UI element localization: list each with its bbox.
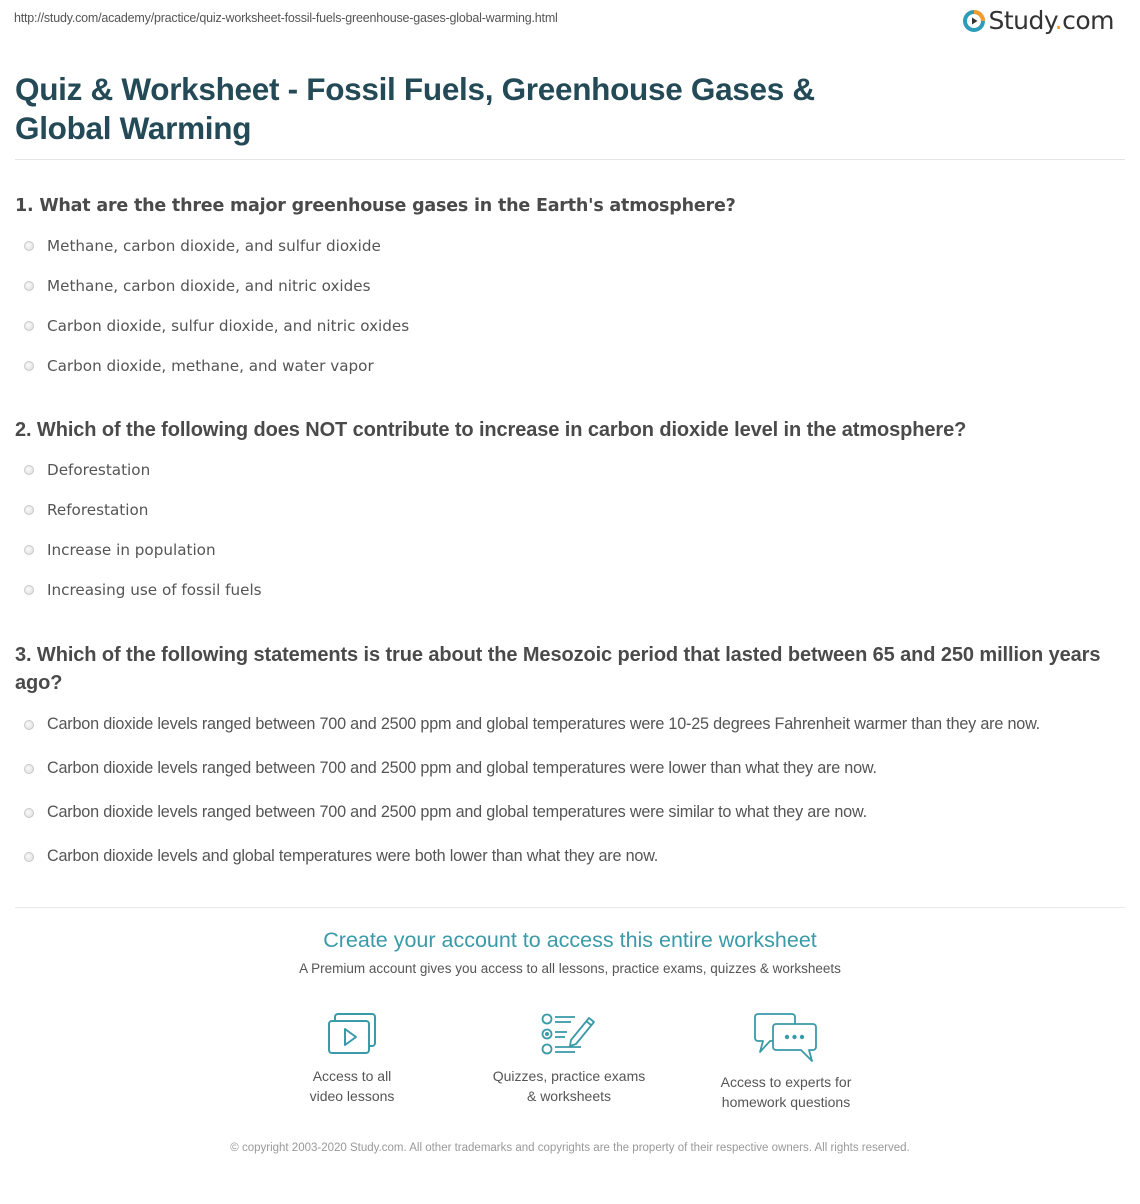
q2-option-1[interactable] [24,461,150,479]
radio-button[interactable] [24,465,34,475]
question-3: 3. Which of the following statements is true about the Mesozoic period that lasted between 65 and 250 million years ago? [15,644,1101,694]
radio-button[interactable] [24,585,34,595]
q3-option-3[interactable] [24,803,867,822]
q1-option-1[interactable] [24,237,381,255]
play-ring-icon [962,9,986,33]
q3-option-4[interactable] [24,847,658,866]
copyright-notice: © copyright 2003-2020 Study.com. All other trademarks and copyrights are the property of their respective owners. All rights reserved. [230,1142,910,1154]
radio-button[interactable] [24,764,34,774]
q2-option-2[interactable] [24,501,148,519]
question-2: 2. Which of the following does NOT contribute to increase in carbon dioxide level in the atmosphere? [15,419,967,441]
q1-option-4[interactable] [24,357,374,375]
q1-option-2[interactable] [24,277,371,295]
feature-label: Quizzes, practice exams [492,1068,646,1084]
divider [15,159,1125,160]
feature-label: Access to all [312,1068,392,1084]
feature-label: homework questions [721,1094,851,1110]
q3-option-1[interactable] [24,715,1040,734]
radio-button[interactable] [24,281,34,291]
feature-label: video lessons [309,1088,395,1104]
option-label: Carbon dioxide levels ranged between 700 and 2500 ppm and global temperatures were 10-25 degrees Fahrenheit warmer than they are now. [47,715,1040,733]
radio-button[interactable] [24,720,34,730]
option-label: Carbon dioxide, methane, and water vapor [47,357,374,375]
divider [15,907,1125,908]
question-1: 1. What are the three major greenhouse gases in the Earth's atmosphere? [15,196,736,216]
feature-label: Access to experts for [720,1074,852,1090]
option-label: Increasing use of fossil fuels [47,581,262,599]
logo-text: Study.com [988,6,1114,35]
q2-option-4[interactable] [24,581,262,599]
option-label: Reforestation [47,501,149,519]
option-label: Methane, carbon dioxide, and sulfur dioxide [47,237,381,255]
quiz-checklist-icon [541,1012,597,1056]
video-lessons-icon [326,1012,378,1056]
option-label: Carbon dioxide, sulfur dioxide, and nitric oxides [47,317,410,335]
radio-button[interactable] [24,808,34,818]
option-label: Carbon dioxide levels and global temperatures were both lower than what they are now. [47,847,659,865]
chat-experts-icon [754,1012,818,1062]
feature-quizzes [469,1012,669,1106]
q1-option-3[interactable] [24,317,409,335]
radio-button[interactable] [24,241,34,251]
cta-subtitle: A Premium account gives you access to all lessons, practice exams, quizzes & worksheets [299,961,841,976]
radio-button[interactable] [24,321,34,331]
feature-video-lessons [252,1012,452,1106]
page-url: http://study.com/academy/practice/quiz-worksheet-fossil-fuels-greenhouse-gases-global-warming.html [14,11,558,25]
create-account-link[interactable]: Create your account to access this entire worksheet [323,928,817,952]
option-label: Carbon dioxide levels ranged between 700 and 2500 ppm and global temperatures were similar to what they are now. [47,803,867,821]
page-title: Quiz & Worksheet - Fossil Fuels, Greenhouse Gases & Global Warming [15,71,815,146]
q2-option-3[interactable] [24,541,216,559]
feature-experts [686,1012,886,1112]
q3-option-2[interactable] [24,759,877,778]
option-label: Increase in population [47,541,216,559]
radio-button[interactable] [24,505,34,515]
option-label: Methane, carbon dioxide, and nitric oxides [47,277,371,295]
feature-label: & worksheets [526,1088,612,1104]
radio-button[interactable] [24,545,34,555]
radio-button[interactable] [24,852,34,862]
radio-button[interactable] [24,361,34,371]
study-logo[interactable] [962,8,1114,33]
option-label: Deforestation [47,461,151,479]
option-label: Carbon dioxide levels ranged between 700 and 2500 ppm and global temperatures were lower than what they are now. [47,759,877,777]
